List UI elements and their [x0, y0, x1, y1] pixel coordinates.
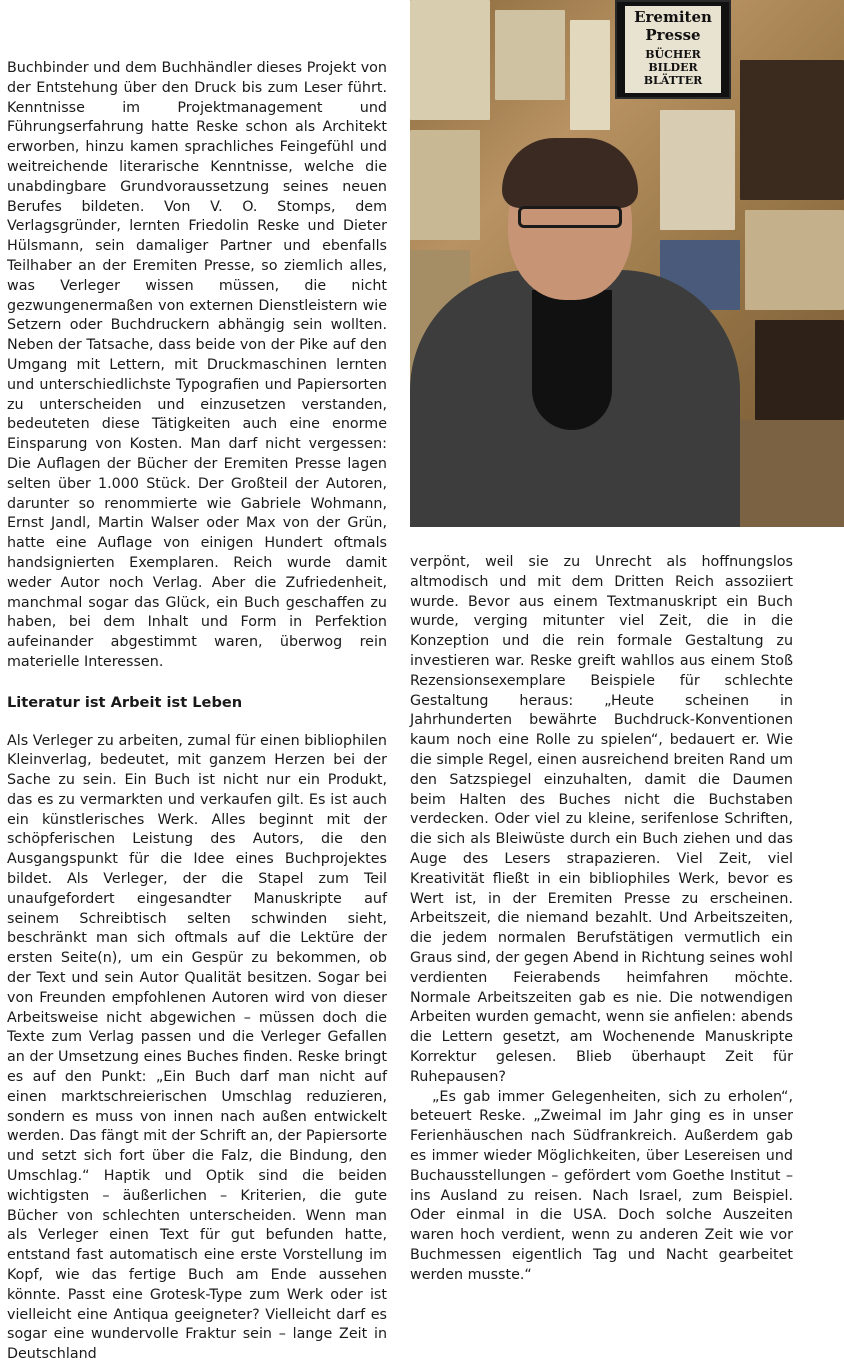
newspaper-clipping [495, 10, 565, 100]
portrait-photo [410, 0, 844, 527]
paragraph: Buchbinder und dem Buchhändler dieses Projekt von der Entstehung über den Druck bis zum Leser führt. Kenntnisse im Projektmanagement und Führungserfahrung hatte Reske schon als Architekt erworben, hinzu kamen sprachliches Feingefühl und weitreichende literarische Kenntnisse, welche die unabdingbare Grundvoraussetzung seines neuen Berufes bildeten. Von V. O. Stomps, dem Verlagsgründer, lernten Friedolin Reske und Dieter Hülsmann, sein damaliger Partner und ebenfalls Teilhaber an der Eremiten Presse, so ziemlich alles, was Verleger wissen müssen, die nicht gezwungenermaßen von externen Dienstleistern wie Setzern oder Buchdruckern abhängig sein wollten. Neben der Tatsache, dass beide von der Pike auf den Umgang mit Lettern, mit Druckmaschinen lernten und unterschiedlichste Typografien und Papiersorten zu unterscheiden und einzusetzen verstanden, bedeuteten diese Tätigkeiten auch eine enorme Einsparung von Kosten. Man darf nicht vergessen: Die Auflagen der Bücher der Eremiten Presse lagen selten über 1.000 Stück. Der Großteil der Autoren, darunter so renommierte wie Gabriele Wohmann, Ernst Jandl, Martin Walser oder Max von der Grün, hatte eine Auflage von einigen Hundert oftmals handsignierten Exemplaren. Reich wurde damit weder Autor noch Verlag. Aber die Zufriedenheit, manchmal sogar das Glück, ein Buch geschaffen zu haben, bei dem Inhalt und Form in Perfektion aufeinander abgestimmt waren, überwog rein materielle Interessen. [7, 59, 387, 673]
newspaper-clipping [410, 130, 480, 240]
sign-line: BILDER [625, 61, 721, 74]
eremiten-presse-sign [615, 0, 731, 99]
person-hair [502, 138, 638, 208]
left-column [7, 59, 387, 1365]
newspaper-clipping [730, 420, 844, 527]
poster [755, 320, 844, 420]
newspaper-clipping [410, 0, 490, 120]
right-column [410, 553, 793, 1285]
sign-line: BLÄTTER [625, 74, 721, 87]
paragraph: Als Verleger zu arbeiten, zumal für einen bibliophilen Kleinverlag, bedeutet, mit ganzem Herzen bei der Sache zu sein. Ein Buch ist nicht nur ein Produkt, das es zu vermarkten und verkaufen gilt. Es ist auch ein künstlerisches Werk. Alles beginnt mit der schöpferischen Leistung des Autors, die den Ausgangspunkt für die Idee eines Buchprojektes bildet. Als Verleger, der die Stapel zum Teil unaufgefordert eingesandter Manuskripte auf seinem Schreibtisch selten schwinden sieht, beschränkt man sich oftmals auf die Lektüre der ersten Seite(n), um ein Gespür zu bekommen, ob der Text und sein Autor Qualität besitzen. Sogar bei von Freunden empfohlenen Autoren wird von dieser Arbeitsweise nicht abgewichen – müssen doch die Texte zum Verlag passen und die Verleger Gefallen an der Umsetzung eines Buches finden. Reske bringt es auf den Punkt: „Ein Buch darf man nicht auf einen marktschreierischen Umschlag reduzieren, sondern es muss von innen nach außen entwickelt werden. Das fängt mit der Schrift an, der Papiersorte und setzt sich fort über die Falz, die Bindung, den Umschlag.“ Haptik und Optik sind die beiden wichtigsten – äußerlichen – Kriterien, die gute Bücher von schlechten unterscheiden. Wenn man als Verleger einen Text für gut befunden hatte, entstand fast automatisch eine erste Vorstellung im Kopf, wie das fertige Buch am Ende aussehen könnte. Passt eine Grotesk-Type zum Werk oder ist vielleicht eine Antiqua geeigneter? Vielleicht darf es sogar eine wundervolle Fraktur sein – lange Zeit in Deutschland [7, 732, 387, 1365]
newspaper-clipping [660, 110, 735, 230]
sign-line: Presse [625, 26, 721, 44]
glasses-icon [518, 206, 622, 228]
sign-line: BÜCHER [625, 48, 721, 61]
poster [740, 60, 844, 200]
paragraph: „Es gab immer Gelegenheiten, sich zu erholen“, beteuert Reske. „Zweimal im Jahr ging es in unser Ferienhäuschen nach Südfrankreich. Außerdem gab es immer wieder Möglichkeiten, über Lesereisen und Buchausstellungen – gefördert vom Goethe Institut – ins Ausland zu reisen. Nach Israel, zum Beispiel. Oder einmal in die USA. Doch solche Auszeiten waren hoch verdient, wenn zu anderen Zeit wie vor Buchmessen eigentlich Tag und Nacht gearbeitet werden musste.“ [410, 1088, 793, 1286]
sign-line: Eremiten [625, 8, 721, 26]
newspaper-clipping [745, 210, 844, 310]
section-heading: Literatur ist Arbeit ist Leben [7, 693, 387, 713]
newspaper-clipping [570, 20, 610, 130]
paragraph: verpönt, weil sie zu Unrecht als hoffnungslos altmodisch und mit dem Dritten Reich assoziiert wurde. Bevor aus einem Textmanuskript ein Buch wurde, verging mitunter viel Zeit, die in die Konzeption und die rein formale Gestaltung zu investieren war. Reske greift wahllos aus einem Stoß Rezensionsexemplare Beispiele für schlechte Gestaltung heraus: „Heute scheinen in Jahrhunderten bewährte Buchdruck-Konventionen kaum noch eine Rolle zu spielen“, bedauert er. Wie die simple Regel, einen ausreichend breiten Rand um den Satzspiegel einzuhalten, damit die Daumen beim Halten des Buches nicht die Buchstaben verdecken. Oder viel zu kleine, serifenlose Schriften, die sich als Bleiwüste durch ein Buch ziehen und das Auge des Lesers strapazieren. Viel Zeit, viel Kreativität fließt in ein bibliophiles Werk, bevor es Wert ist, in der Eremiten Presse zu erscheinen. Arbeitszeit, die niemand bezahlt. Und Arbeitszeiten, die jedem normalen Berufstätigen vermutlich ein Graus sind, der gegen Abend in Richtung seines wohl verdienten Feierabends heimfahren möchte. Normale Arbeitszeiten gab es nie. Die notwendigen Arbeiten wurden gemacht, wenn sie anfielen: abends die Lettern gesetzt, am Wochenende Manuskripte Korrektur gelesen. Blieb überhaupt Zeit für Ruhepausen? [410, 553, 793, 1088]
person-shirt [532, 290, 612, 430]
